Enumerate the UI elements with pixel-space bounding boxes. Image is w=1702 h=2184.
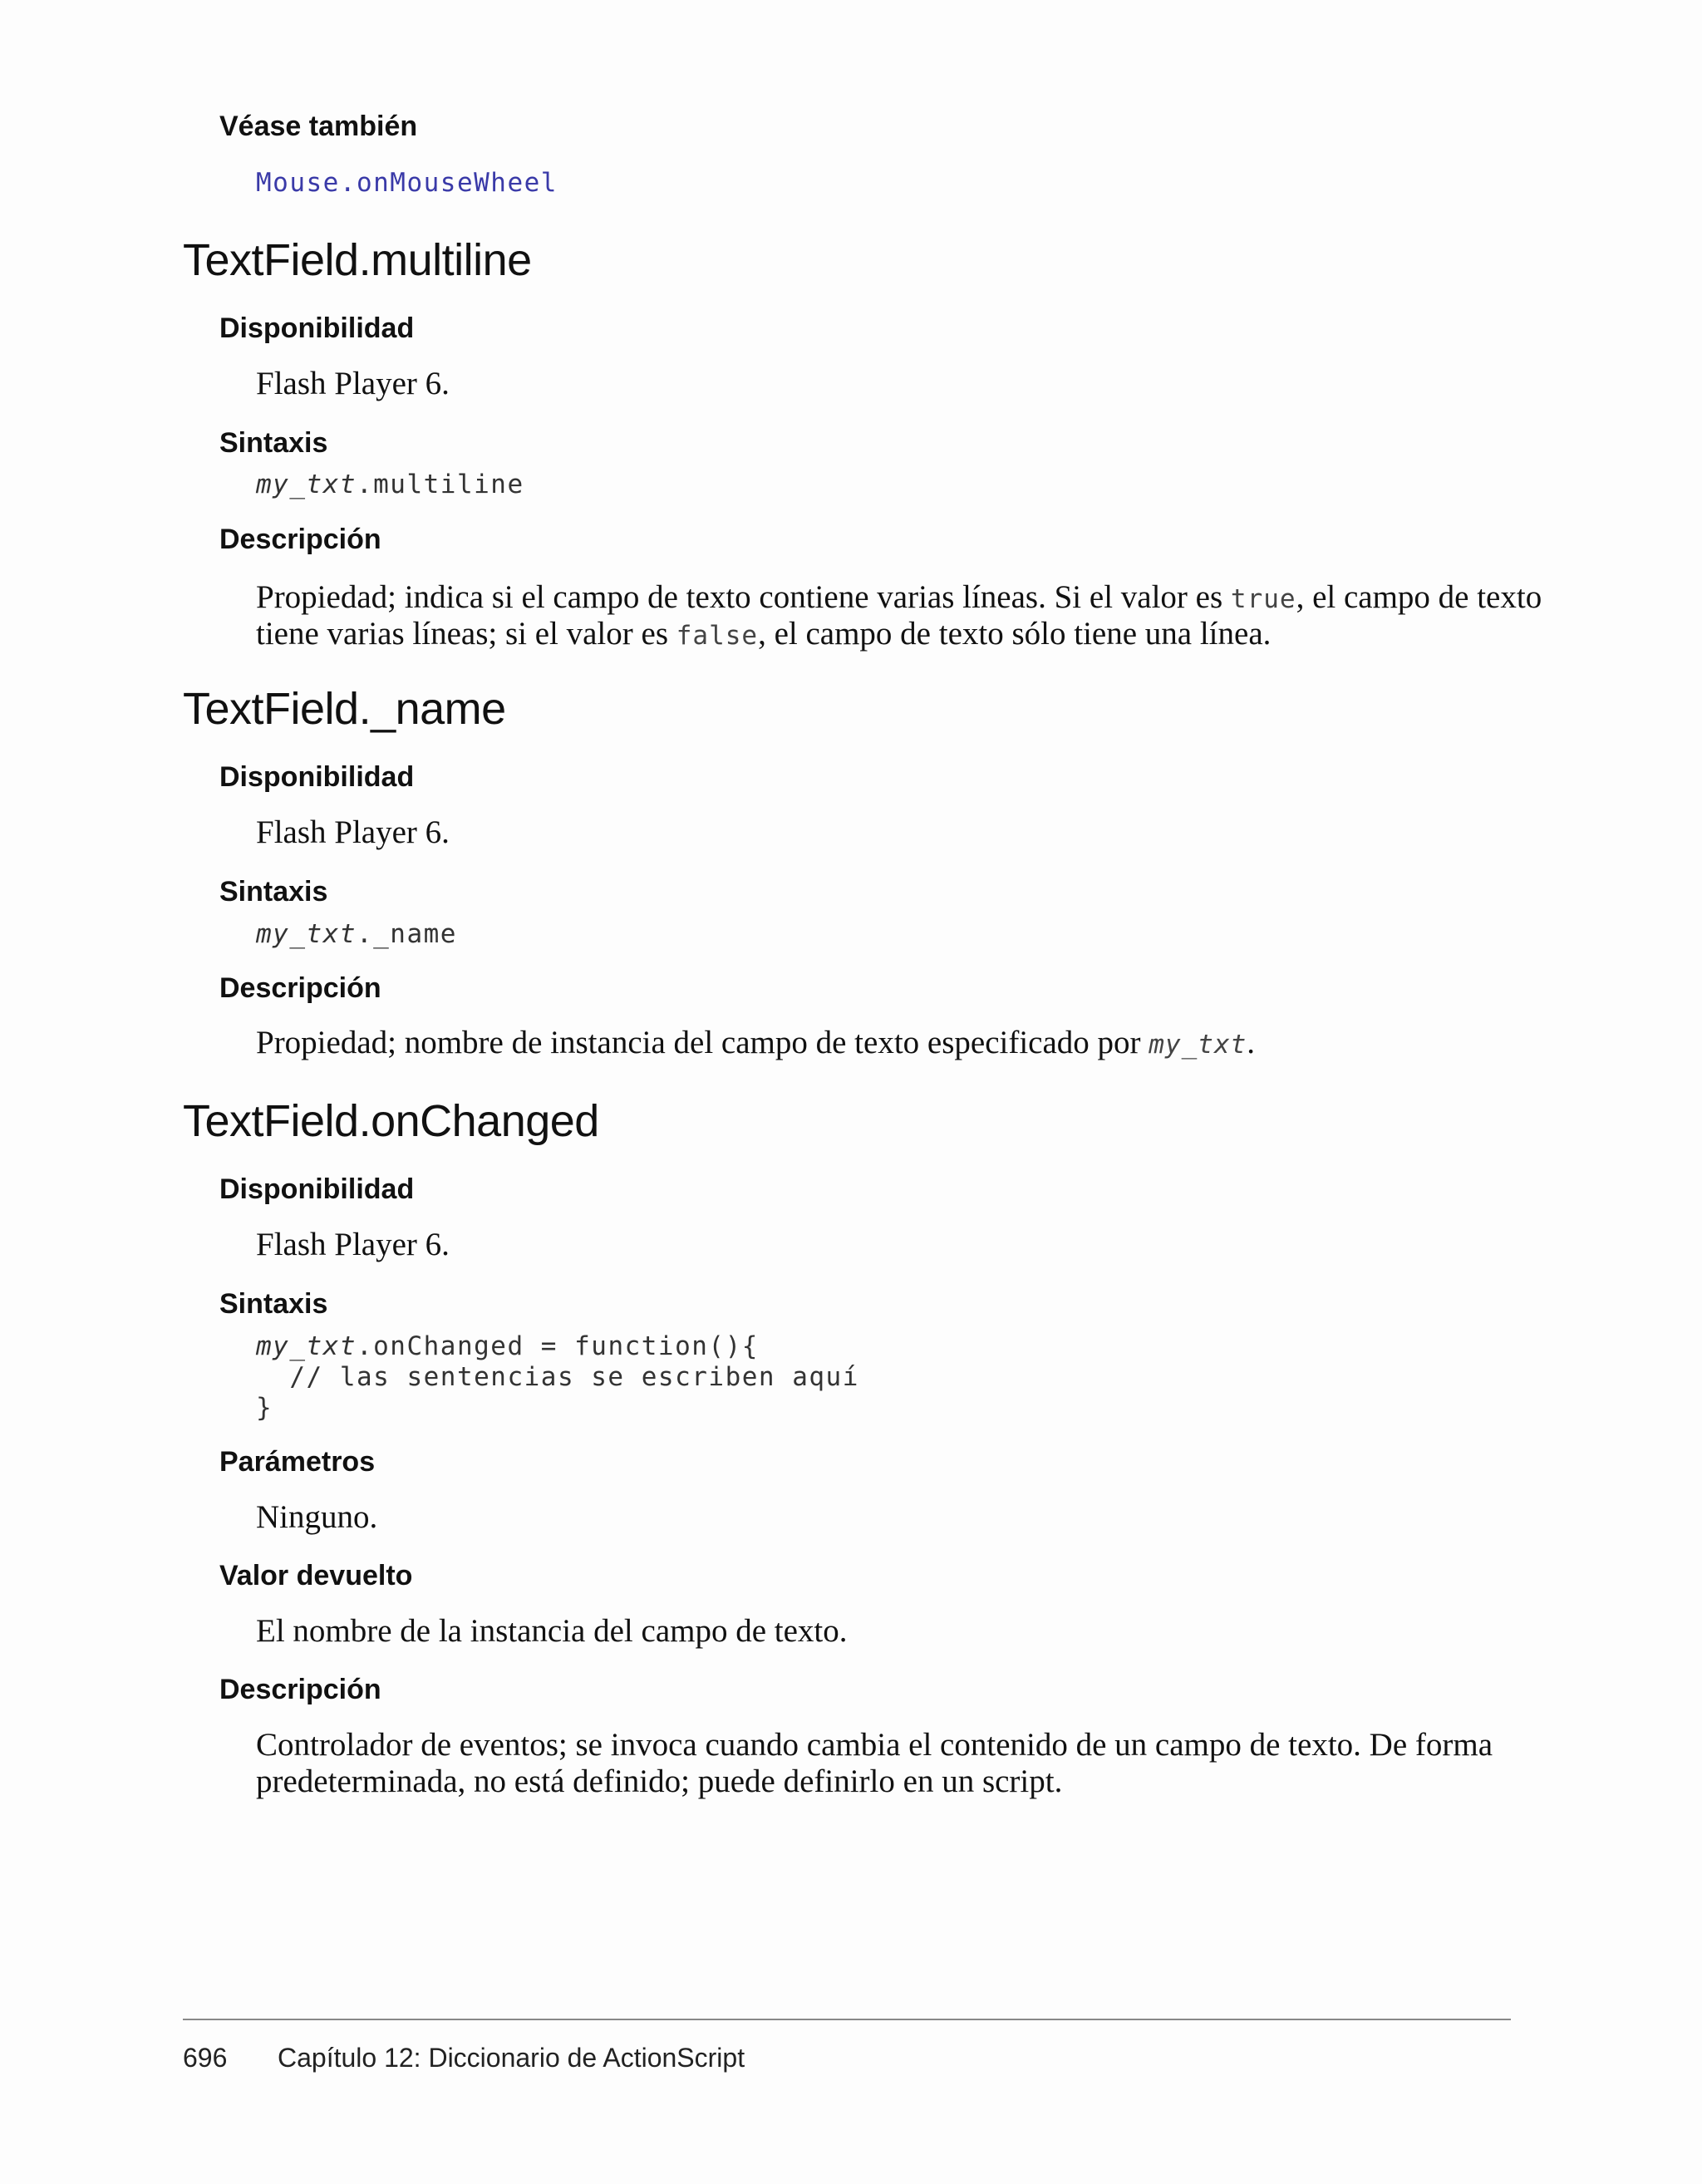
onchanged-description-line2: predeterminada, no está definido; puede definirlo en un script. [256,1763,1063,1799]
description-text: tiene varias líneas; si el valor es [256,616,676,652]
name-description-label: Descripción [219,972,381,1004]
description-text: . [1247,1025,1256,1060]
onchanged-syntax-line3: } [256,1393,273,1423]
multiline-description-line1 [256,579,1542,617]
description-text: , el campo de texto sólo tiene una línea. [758,616,1272,652]
inline-code-false: false [676,621,759,651]
description-text: Propiedad; nombre de instancia del campo de texto especificado por [256,1025,1149,1060]
onchanged-return-value: El nombre de la instancia del campo de texto. [256,1613,848,1649]
footer-divider [183,2019,1511,2020]
multiline-description-label: Descripción [219,524,381,555]
description-text: , el campo de texto [1296,579,1542,615]
description-text: Propiedad; indica si el campo de texto contiene varias líneas. Si el valor es [256,579,1231,615]
onchanged-availability-value: Flash Player 6. [256,1227,450,1262]
onchanged-syntax-line1 [256,1331,759,1362]
see-also-link[interactable]: Mouse.onMouseWheel [256,168,558,198]
chapter-title: Capítulo 12: Diccionario de ActionScript [278,2043,745,2073]
multiline-title: TextField.multiline [183,235,532,285]
multiline-availability-label: Disponibilidad [219,312,415,344]
onchanged-params-value: Ninguno. [256,1499,378,1535]
onchanged-syntax-label: Sintaxis [219,1288,328,1320]
name-syntax-label: Sintaxis [219,876,328,908]
name-availability-value: Flash Player 6. [256,814,450,850]
syntax-object: my_txt [256,470,357,499]
onchanged-return-label: Valor devuelto [219,1560,413,1591]
syntax-property: .multiline [356,470,524,499]
syntax-property: ._name [356,919,457,949]
onchanged-params-label: Parámetros [219,1446,376,1478]
multiline-description-line2 [256,616,1271,654]
page-number: 696 [183,2043,228,2073]
onchanged-description-label: Descripción [219,1674,381,1705]
name-availability-label: Disponibilidad [219,761,415,793]
onchanged-description-line1: Controlador de eventos; se invoca cuando cambia el contenido de un campo de texto. De forma [256,1727,1493,1763]
multiline-availability-value: Flash Player 6. [256,366,450,401]
syntax-object: my_txt [256,919,357,949]
see-also-label: Véase también [219,111,418,142]
name-title: TextField._name [183,684,506,734]
onchanged-availability-label: Disponibilidad [219,1173,415,1205]
inline-code-true: true [1230,584,1296,614]
onchanged-title: TextField.onChanged [183,1096,599,1146]
syntax-object: my_txt [256,1331,357,1361]
syntax-rest: .onChanged = function(){ [356,1331,759,1361]
onchanged-syntax-line2: // las sentencias se escriben aquí [256,1362,859,1392]
inline-code-my-txt: my_txt [1149,1030,1247,1060]
name-description [256,1025,1255,1063]
multiline-syntax-label: Sintaxis [219,427,328,459]
name-syntax-code [256,919,457,950]
multiline-syntax-code [256,470,524,500]
